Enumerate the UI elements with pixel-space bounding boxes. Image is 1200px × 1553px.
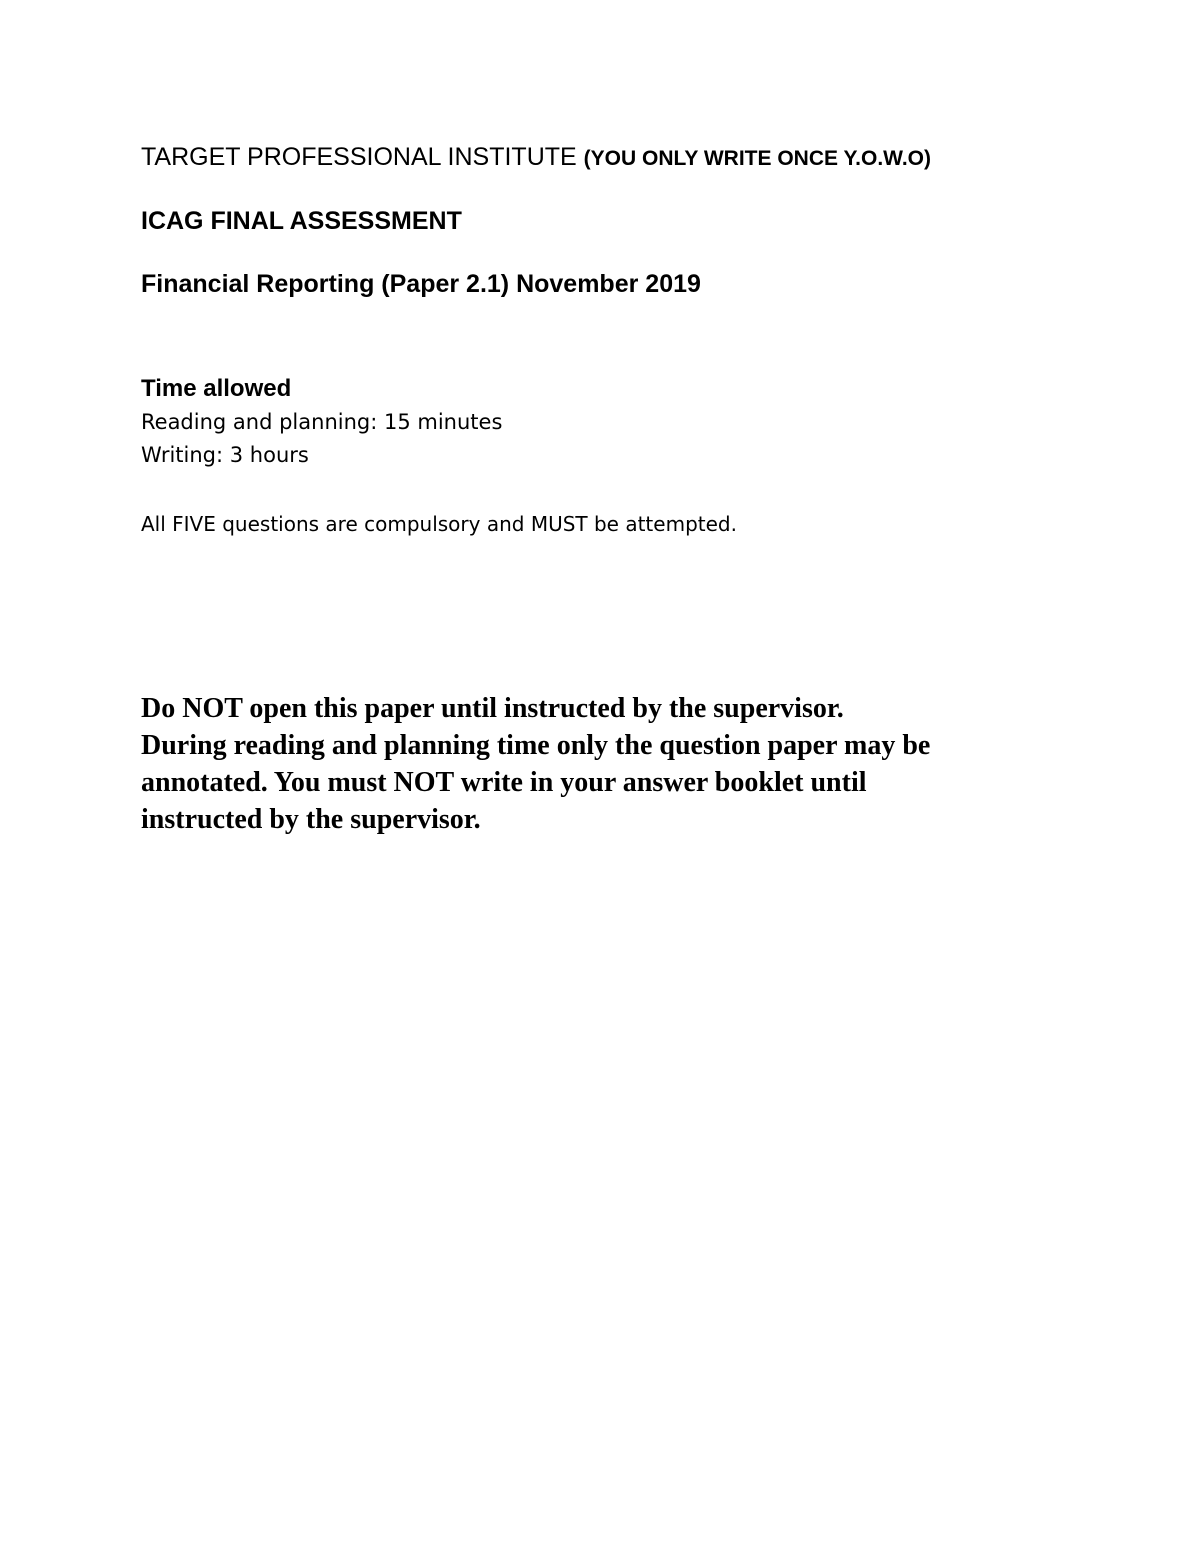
writing-time: Writing: 3 hours bbox=[141, 443, 309, 467]
supervisor-instructions bbox=[141, 690, 1101, 838]
instruction-line: During reading and planning time only the question paper may be bbox=[141, 730, 931, 761]
instruction-line: annotated. You must NOT write in your answer booklet until bbox=[141, 767, 867, 798]
instruction-line: instructed by the supervisor. bbox=[141, 804, 481, 835]
time-allowed-heading: Time allowed bbox=[141, 375, 292, 402]
paper-title: Financial Reporting (Paper 2.1) November 2019 bbox=[141, 270, 701, 298]
institute-heading bbox=[141, 143, 931, 172]
institute-tagline: (YOU ONLY WRITE ONCE Y.O.W.O) bbox=[583, 147, 931, 170]
assessment-title: ICAG FINAL ASSESSMENT bbox=[141, 207, 462, 235]
instruction-line: Do NOT open this paper until instructed by the supervisor. bbox=[141, 693, 844, 724]
compulsory-note: All FIVE questions are compulsory and MUST be attempted. bbox=[141, 512, 737, 536]
reading-planning-time: Reading and planning: 15 minutes bbox=[141, 410, 503, 434]
institute-name: TARGET PROFESSIONAL INSTITUTE bbox=[141, 143, 584, 171]
